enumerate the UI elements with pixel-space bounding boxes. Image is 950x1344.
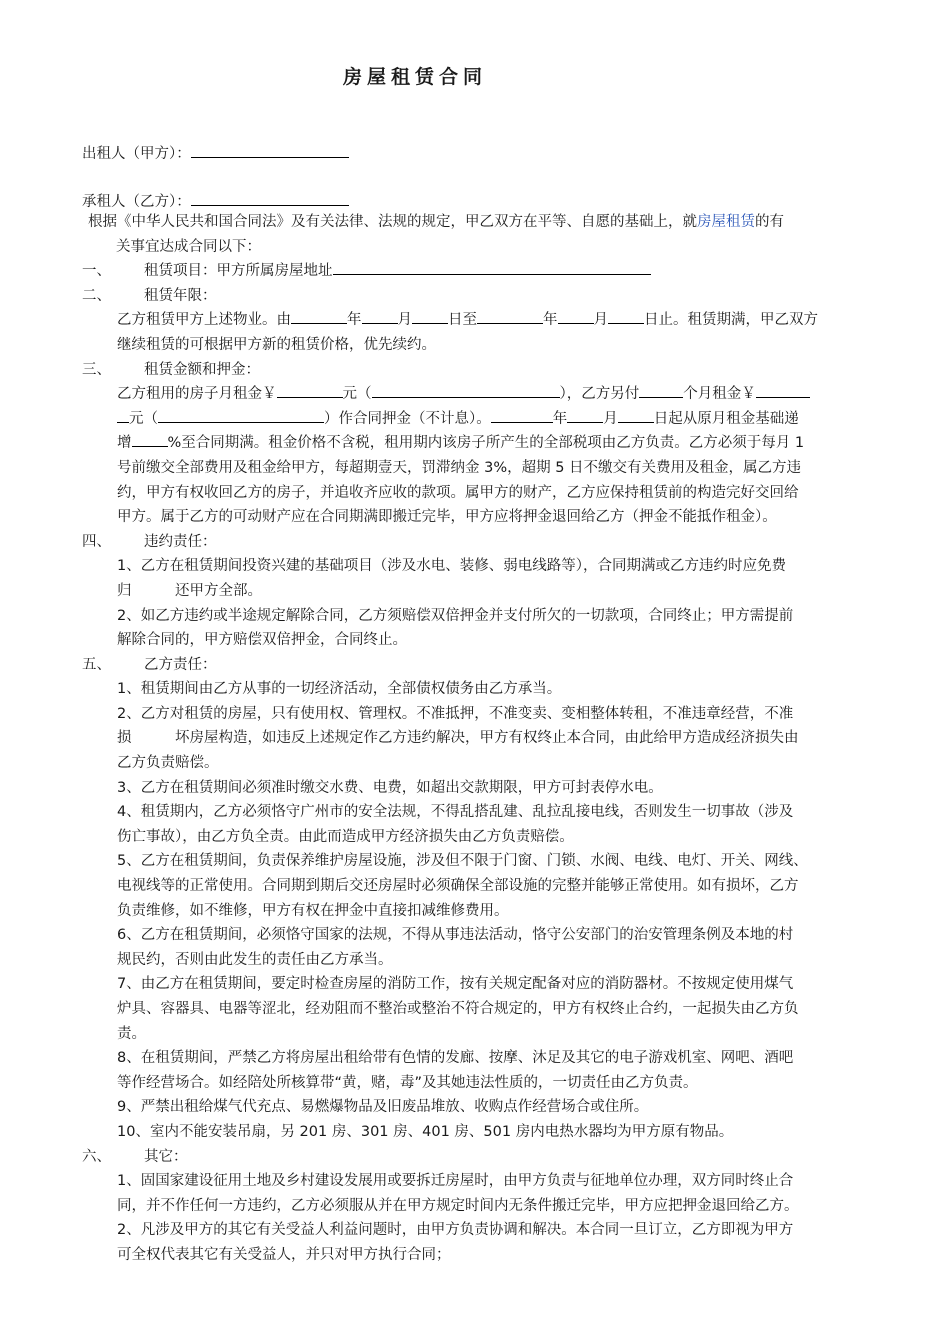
blank — [608, 308, 644, 324]
section-2-title: 租赁年限： — [144, 287, 217, 304]
intro-paragraph: 根据《中华人民共和国合同法》及有关法律、法规的规定，甲乙双方在平等、自愿的基础上，就房屋租赁的有 — [88, 214, 784, 230]
blank — [491, 407, 553, 423]
section-4 — [82, 530, 904, 555]
duty-line: 电视线等的正常使用。合同期到期后交还房屋时必须确保全部设施的完整并能够正常使用。如有损坏，乙方 — [117, 878, 799, 895]
section-2-number: 二、 — [82, 287, 111, 304]
section-5-title: 乙方责任： — [144, 656, 217, 673]
duty-line: 等作经营场合。如经陪处所核算带“黄，赌，毒”及其她违法性质的，一切责任由乙方负责。 — [117, 1074, 698, 1091]
duty-line: 6、乙方在租赁期间，必须恪守国家的法规，不得从事违法活动，恪守公安部门的治安管理条例及本地的村 — [117, 927, 794, 944]
rent-line-1: 乙方租用的房子月租金￥ 元（ ），乙方另付 个月租金￥ — [82, 382, 904, 407]
section-5 — [82, 653, 904, 678]
blank — [372, 382, 560, 398]
lessor-blank — [191, 142, 349, 158]
section-1-number: 一、 — [82, 263, 111, 280]
blank — [362, 308, 398, 324]
lessee-line — [82, 190, 349, 211]
rent-line-6: 甲方。属于乙方的可动财产应在合同期满即搬迁完毕，甲方应将押金退回给乙方（押金不能抵作租金）。 — [117, 509, 777, 526]
duty-line: 2、乙方对租赁的房屋，只有使用权、管理权。不准抵押，不准变卖、变相整体转租，不准违章经营，不准 — [117, 705, 794, 722]
section-3-number: 三、 — [82, 361, 111, 378]
section-6-title: 其它： — [144, 1148, 188, 1165]
duty-line: 伤亡事故），由乙方负全责。由此而造成甲方经济损失由乙方负责赔偿。 — [117, 828, 574, 845]
lessor-label: 出租人（甲方）： — [82, 146, 191, 162]
section-4-title: 违约责任： — [144, 533, 217, 550]
duty-line: 1、租赁期间由乙方从事的一切经济活动，全部债权债务由乙方承当。 — [117, 681, 562, 698]
duty-line: 7、由乙方在租赁期间，要定时检查房屋的消防工作，按有关规定配备对应的消防器材。不按规定使用煤气 — [117, 976, 794, 993]
blank — [618, 407, 654, 423]
blank — [132, 431, 168, 447]
section-2 — [82, 284, 904, 309]
section-3 — [82, 358, 904, 383]
duty-line: 责。 — [117, 1025, 146, 1042]
duty-line: 炉具、容器具、电器等涩北，经劝阻而不整治或整治不符合规定的，甲方有权终止合约，一起损失由乙方负 — [117, 1001, 799, 1017]
blank — [117, 407, 129, 423]
duty-line: 8、在租赁期间，严禁乙方将房屋出租给带有色情的发廊、按摩、沐足及其它的电子游戏机室、网吧、酒吧 — [117, 1050, 794, 1067]
lease-term-line-1: 乙方租赁甲方上述物业。由 年 月 日至 年 月 日止。租赁期满，甲乙双方 — [82, 308, 904, 333]
blank — [567, 407, 603, 423]
address-blank — [333, 259, 651, 275]
blank — [412, 308, 448, 324]
duty-line: 损 坏房屋构造，如违反上述规定作乙方违约解决，甲方有权终止本合同，由此给甲方造成经济损失由 — [117, 730, 799, 747]
blank — [158, 407, 324, 423]
lease-term-line-2: 继续租赁的可根据甲方新的租赁价格，优先续约。 — [117, 336, 436, 353]
document-title: 房屋租赁合同 — [342, 66, 487, 88]
other-line: 1、固国家建设征用土地及乡村建设发展用或要拆迁房屋时，由甲方负责与征地单位办理，双方同时终止合 — [117, 1173, 794, 1190]
section-1 — [82, 259, 904, 284]
rent-line-3: 增 %至合同期满。租金价格不含税，租用期内该房子所产生的全部税项由乙方负责。乙方必须于每月 1 — [82, 431, 904, 456]
duty-line: 5、乙方在租赁期间，负责保养维护房屋设施，涉及但不限于门窗、门锁、水阀、电线、电灯、开关、网线、 — [117, 853, 808, 870]
section-6-number: 六、 — [82, 1148, 111, 1165]
rent-line-2: 元（ ）作合同押金（不计息）。 年 月 日起从原月租金基础递 — [82, 407, 904, 432]
section-3-title: 租赁金额和押金： — [144, 361, 260, 378]
blank — [558, 308, 594, 324]
blank — [477, 308, 543, 324]
section-5-number: 五、 — [82, 656, 111, 673]
section-6 — [82, 1145, 904, 1170]
duty-line: 规民约，否则由此发生的责任由乙方承当。 — [117, 951, 393, 968]
intro-line-2: 关事宜达成合同以下： — [116, 238, 261, 255]
lessee-blank — [191, 190, 349, 206]
rent-line-4: 号前缴交全部费用及租金给甲方，每超期壹天，罚滞纳金 3%，超期 5 日不缴交有关费用及租金，属乙方违 — [117, 459, 802, 476]
breach-line: 归 还甲方全部。 — [117, 582, 262, 599]
rent-line-5: 约，甲方有权收回乙方的房子，并追收齐应收的款项。属甲方的财产，乙方应保持租赁前的构造完好交回给 — [117, 484, 799, 501]
section-1-title: 租赁项目：甲方所属房屋地址 — [144, 263, 333, 280]
breach-line: 解除合同的，甲方赔偿双倍押金，合同终止。 — [117, 632, 407, 649]
duty-line: 10、室内不能安装吊扇，另 201 房、301 房、401 房、501 房内电热水器均为甲方原有物品。 — [117, 1123, 734, 1140]
other-line: 同，并不作任何一方违约，乙方必须服从并在甲方规定时间内无条件搬迁完毕，甲方应把押金退回给乙方。 — [117, 1197, 799, 1214]
duty-line: 4、租赁期内，乙方必须恪守广州市的安全法规，不得乱搭乱建、乱拉乱接电线，否则发生一切事故（涉及 — [117, 804, 794, 821]
blank — [291, 308, 347, 324]
other-line: 可全权代表其它有关受益人，并只对甲方执行合同； — [117, 1246, 451, 1263]
breach-line: 1、乙方在租赁期间投资兴建的基础项目（涉及水电、装修、弱电线路等），合同期满或乙方违约时应免费 — [117, 558, 786, 575]
other-line: 2、凡涉及甲方的其它有关受益人利益问题时，由甲方负责协调和解决。本合同一旦订立，乙方即视为甲方 — [117, 1222, 794, 1239]
duty-line: 乙方负责赔偿。 — [117, 755, 219, 772]
house-rental-link[interactable]: 房屋租赁 — [697, 214, 755, 230]
lessee-label: 承租人（乙方）： — [82, 194, 191, 210]
duty-line: 9、严禁出租给煤气代充点、易燃爆物品及旧废品堆放、收购点作经营场合或住所。 — [117, 1099, 649, 1116]
lessor-line — [82, 142, 349, 163]
blank — [277, 382, 343, 398]
breach-line: 2、如乙方违约或半途规定解除合同，乙方须赔偿双倍押金并支付所欠的一切款项，合同终止；甲方需提前 — [117, 607, 794, 624]
duty-line: 负责维修，如不维修，甲方有权在押金中直接扣减维修费用。 — [117, 902, 509, 919]
blank — [639, 382, 683, 398]
duty-line: 3、乙方在租赁期间必须准时缴交水费、电费，如超出交款期限，甲方可封表停水电。 — [117, 779, 663, 796]
contract-body — [82, 210, 904, 1268]
blank — [756, 382, 810, 398]
section-4-number: 四、 — [82, 533, 111, 550]
